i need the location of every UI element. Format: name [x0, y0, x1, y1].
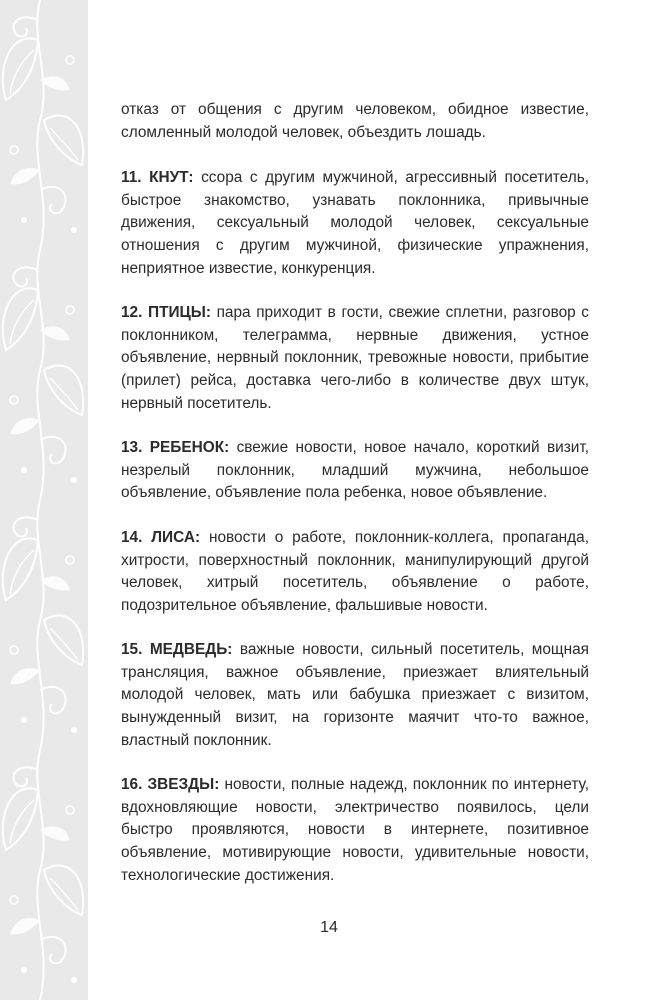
lace-ornament-icon: [0, 0, 88, 1000]
entry-14: [121, 527, 589, 617]
entry-heading: 16. ЗВЕЗДЫ:: [121, 776, 220, 794]
continued-paragraph: отказ от общения с другим человеком, обидное известие, сломленный молодой человек, объездить лошадь.: [121, 101, 589, 141]
page-body: [121, 99, 589, 909]
page-number: 14: [320, 919, 338, 936]
entry-heading: 11. КНУТ:: [121, 169, 194, 187]
entry-15: [121, 639, 589, 752]
entry-text: ссора с другим мужчиной, агрессивный посетитель, быстрое знакомство, узнавать поклонника, привычные движения, сексуальный молодой человек, сексуальные отношения с другим мужчиной, физические упражнения, неприятное известие, конкуренция.: [121, 169, 590, 277]
entry-heading: 13. РЕБЕНОК:: [121, 439, 230, 457]
entry-11: [121, 167, 589, 280]
entry-text: важные новости, сильный посетитель, мощная трансляция, важное объявление, приезжает влиятельный молодой человек, мать или бабушка приезжает с визитом, вынужденный визит, на горизонте маячит что-то важное, властный поклонник.: [121, 641, 589, 749]
entry-heading: 12. ПТИЦЫ:: [121, 304, 211, 322]
decorative-border: [0, 0, 88, 1000]
entry-text: свежие новости, новое начало, короткий визит, незрелый поклонник, младший мужчина, небольшое объявление, объявление пола ребенка, новое объявление.: [121, 439, 589, 502]
entry-12: [121, 302, 589, 415]
entry-13: [121, 437, 589, 505]
entry-text: новости о работе, поклонник-коллега, пропаганда, хитрости, поверхностный поклонник, манипулирующий другой человек, хитрый посетитель, объявление о работе, подозрительное объявление, фальшивые новости.: [121, 528, 589, 614]
entry-16: [121, 774, 589, 887]
entry-heading: 15. МЕДВЕДЬ:: [121, 641, 233, 659]
entry-text: новости, полные надежд, поклонник по интернету, вдохновляющие новости, электричество появилось, цели быстро проявляются, новости в интернете, позитивное объявление, мотивирующие новости, удивительные новости, технологические достижения.: [121, 776, 589, 884]
entry-text: пара приходит в гости, свежие сплетни, разговор с поклонником, телеграмма, нервные движения, устное объявление, нервный поклонник, тревожные новости, прибытие (прилет) рейса, доставка чего-либо в количестве двух штук, нервный посетитель.: [121, 304, 589, 412]
entry-heading: 14. ЛИСА:: [121, 528, 201, 546]
